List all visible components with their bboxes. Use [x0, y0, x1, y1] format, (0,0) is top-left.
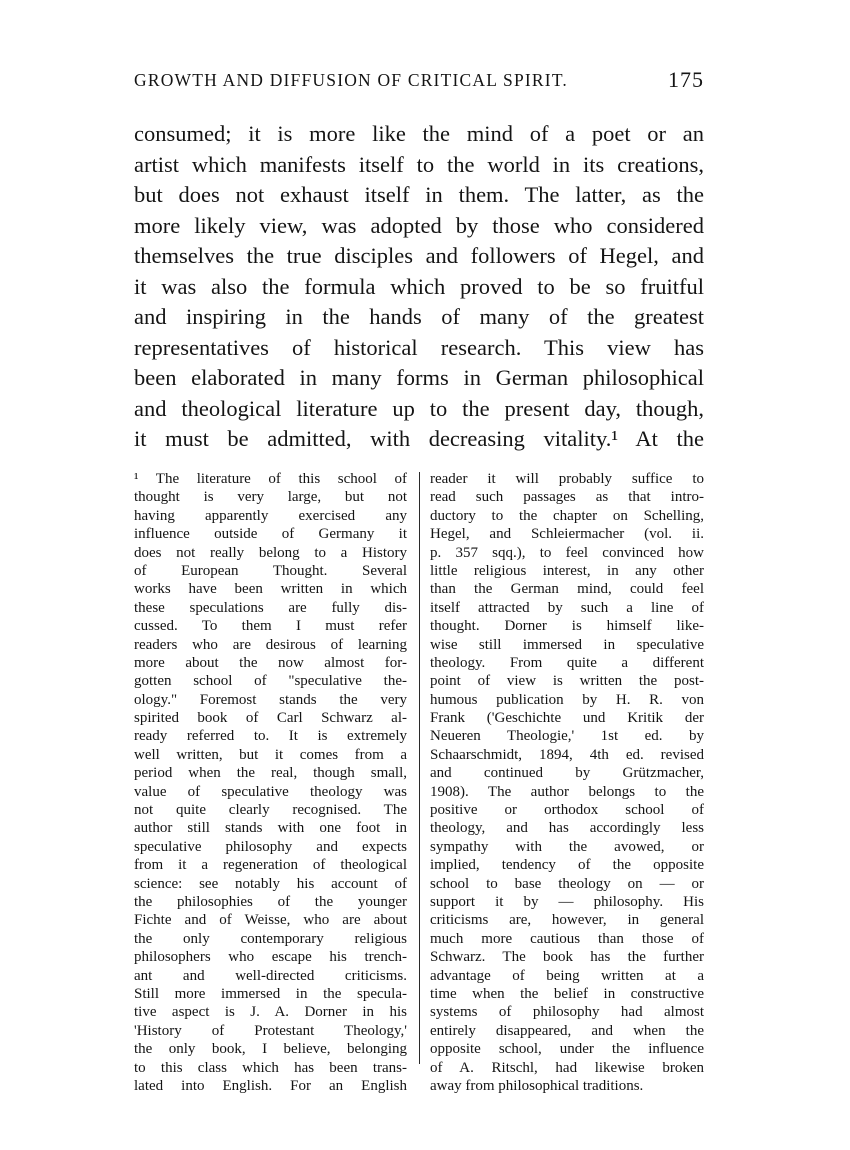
body-line: more likely view, was adopted by those who considered	[134, 212, 704, 238]
running-title: GROWTH AND DIFFUSION OF CRITICAL SPIRIT.	[134, 70, 568, 90]
footnote-line: works have been written in which	[134, 581, 407, 598]
body-line: and inspiring in the hands of many of the greatest	[134, 304, 704, 329]
body-line: themselves the true disciples and followers of Hegel, and	[134, 243, 704, 268]
footnote-line: read such passages as that intro-	[430, 489, 704, 506]
footnote-line: having apparently exercised any	[134, 507, 407, 524]
body-line: it must be admitted, with decreasing vitality.¹ At the	[134, 426, 704, 451]
running-head	[134, 67, 704, 96]
footnote-line: spirited book of Carl Schwarz al-	[134, 710, 407, 727]
footnote-line: period when the real, though small,	[134, 765, 407, 782]
main-text	[134, 119, 704, 455]
footnote-line: implied, tendency of the opposite	[430, 857, 704, 874]
footnote-line: Frank ('Geschichte und Kritik der	[430, 710, 704, 727]
footnote-line: value of speculative theology was	[134, 783, 407, 800]
footnote-line: wise still immersed in speculative	[430, 636, 704, 653]
footnote-line: Schaarschmidt, 1894, 4th ed. revised	[430, 746, 704, 763]
body-line: it was also the formula which proved to be so fruitful	[134, 273, 704, 299]
footnote-line: advantage of being written at a	[430, 967, 704, 984]
column-divider	[419, 472, 420, 1064]
footnote-line: Neueren Theologie,' 1st ed. by	[430, 728, 704, 745]
footnote-line: criticisms are, however, in general	[430, 912, 704, 929]
footnote-line: ready referred to. It is extremely	[134, 728, 407, 745]
footnote-line: school to base theology on — or	[430, 875, 704, 892]
footnote-line: and continued by Grützmacher,	[430, 765, 704, 782]
footnote-right-column	[430, 470, 704, 1095]
footnote-line: than the German mind, could feel	[430, 581, 704, 598]
footnote-line: author still stands with one foot in	[134, 820, 407, 837]
footnote-line: Fichte and of Weisse, who are about	[134, 912, 407, 929]
footnote-line: the only contemporary religious	[134, 930, 407, 947]
footnote-line: ology." Foremost stands the very	[134, 691, 407, 708]
footnote-line: time when the belief in constructive	[430, 985, 704, 1002]
footnote-line: thought. Dorner is himself like-	[430, 618, 704, 635]
footnote-line: of A. Ritschl, had likewise broken	[430, 1059, 704, 1076]
footnote	[134, 470, 704, 1094]
body-line: and theological literature up to the present day, though,	[134, 395, 704, 421]
body-line: been elaborated in many forms in German philosophical	[134, 365, 704, 390]
footnote-line: not quite clearly recognised. The	[134, 802, 407, 819]
footnote-line: thought is very large, but not	[134, 489, 407, 506]
footnote-line: humous publication by H. R. von	[430, 691, 704, 708]
body-line: consumed; it is more like the mind of a poet or an	[134, 121, 704, 146]
footnote-line: ductory to the chapter on Schelling,	[430, 507, 704, 524]
footnote-line: philosophers who escape his trench-	[134, 949, 407, 966]
footnote-line: from it a regeneration of theological	[134, 857, 407, 874]
footnote-line: the philosophies of the younger	[134, 893, 407, 910]
footnote-line: more about the now almost for-	[134, 654, 407, 671]
footnote-line: tive aspect is J. A. Dorner in his	[134, 1004, 407, 1021]
footnote-line: systems of philosophy had almost	[430, 1004, 704, 1021]
body-line: representatives of historical research. This view has	[134, 334, 704, 360]
footnote-line: positive or orthodox school of	[430, 802, 704, 819]
footnote-line: science: see notably his account of	[134, 875, 407, 892]
footnote-line: does not really belong to a History	[134, 544, 407, 561]
footnote-line: opposite school, under the influence	[430, 1041, 704, 1058]
footnote-line: to this class which has been trans-	[134, 1059, 407, 1076]
footnote-line: away from philosophical traditions.	[430, 1077, 644, 1094]
body-line: artist which manifests itself to the world in its creations,	[134, 151, 704, 177]
footnote-line: theology. From quite a different	[430, 654, 704, 671]
footnote-line: gotten school of "speculative the-	[134, 673, 407, 690]
page-number: 175	[668, 67, 704, 92]
footnote-line: 1908). The author belongs to the	[430, 783, 704, 800]
footnote-line: these speculations are fully dis-	[134, 599, 407, 616]
footnote-line: cussed. To them I must refer	[134, 618, 407, 635]
footnote-line: lated into English. For an English	[134, 1077, 407, 1094]
footnote-line: entirely disappeared, and when the	[430, 1022, 704, 1039]
footnote-line: ant and well-directed criticisms.	[134, 967, 407, 984]
footnote-line: Hegel, and Schleiermacher (vol. ii.	[430, 526, 704, 543]
footnote-line: 'History of Protestant Theology,'	[134, 1022, 407, 1039]
footnote-line: p. 357 sqq.), to feel convinced how	[430, 544, 704, 561]
footnote-line: readers who are desirous of learning	[134, 636, 407, 653]
footnote-line: sympathy with the avowed, or	[430, 838, 704, 855]
footnote-line: much more cautious than those of	[430, 930, 704, 947]
footnote-line: theology, and has accordingly less	[430, 820, 704, 837]
footnote-left-column	[134, 470, 407, 1095]
footnote-line: little religious interest, in any other	[430, 562, 704, 579]
footnote-line: Schwarz. The book has the further	[430, 949, 704, 966]
footnote-line: support it by — philosophy. His	[430, 893, 704, 910]
footnote-line: speculative philosophy and expects	[134, 838, 407, 855]
footnote-line: the only book, I believe, belonging	[134, 1041, 407, 1058]
footnote-line: point of view is written the post-	[430, 673, 704, 690]
body-line: but does not exhaust itself in them. The latter, as the	[134, 182, 704, 207]
footnote-line: influence outside of Germany it	[134, 526, 407, 543]
footnote-line: Still more immersed in the specula-	[134, 985, 407, 1002]
footnote-line: well written, but it comes from a	[134, 746, 407, 763]
footnote-line: itself attracted by such a line of	[430, 599, 704, 616]
footnote-line: reader it will probably suffice to	[430, 471, 704, 487]
footnote-line: of European Thought. Several	[134, 562, 407, 579]
footnote-line: ¹ The literature of this school of	[134, 471, 407, 487]
